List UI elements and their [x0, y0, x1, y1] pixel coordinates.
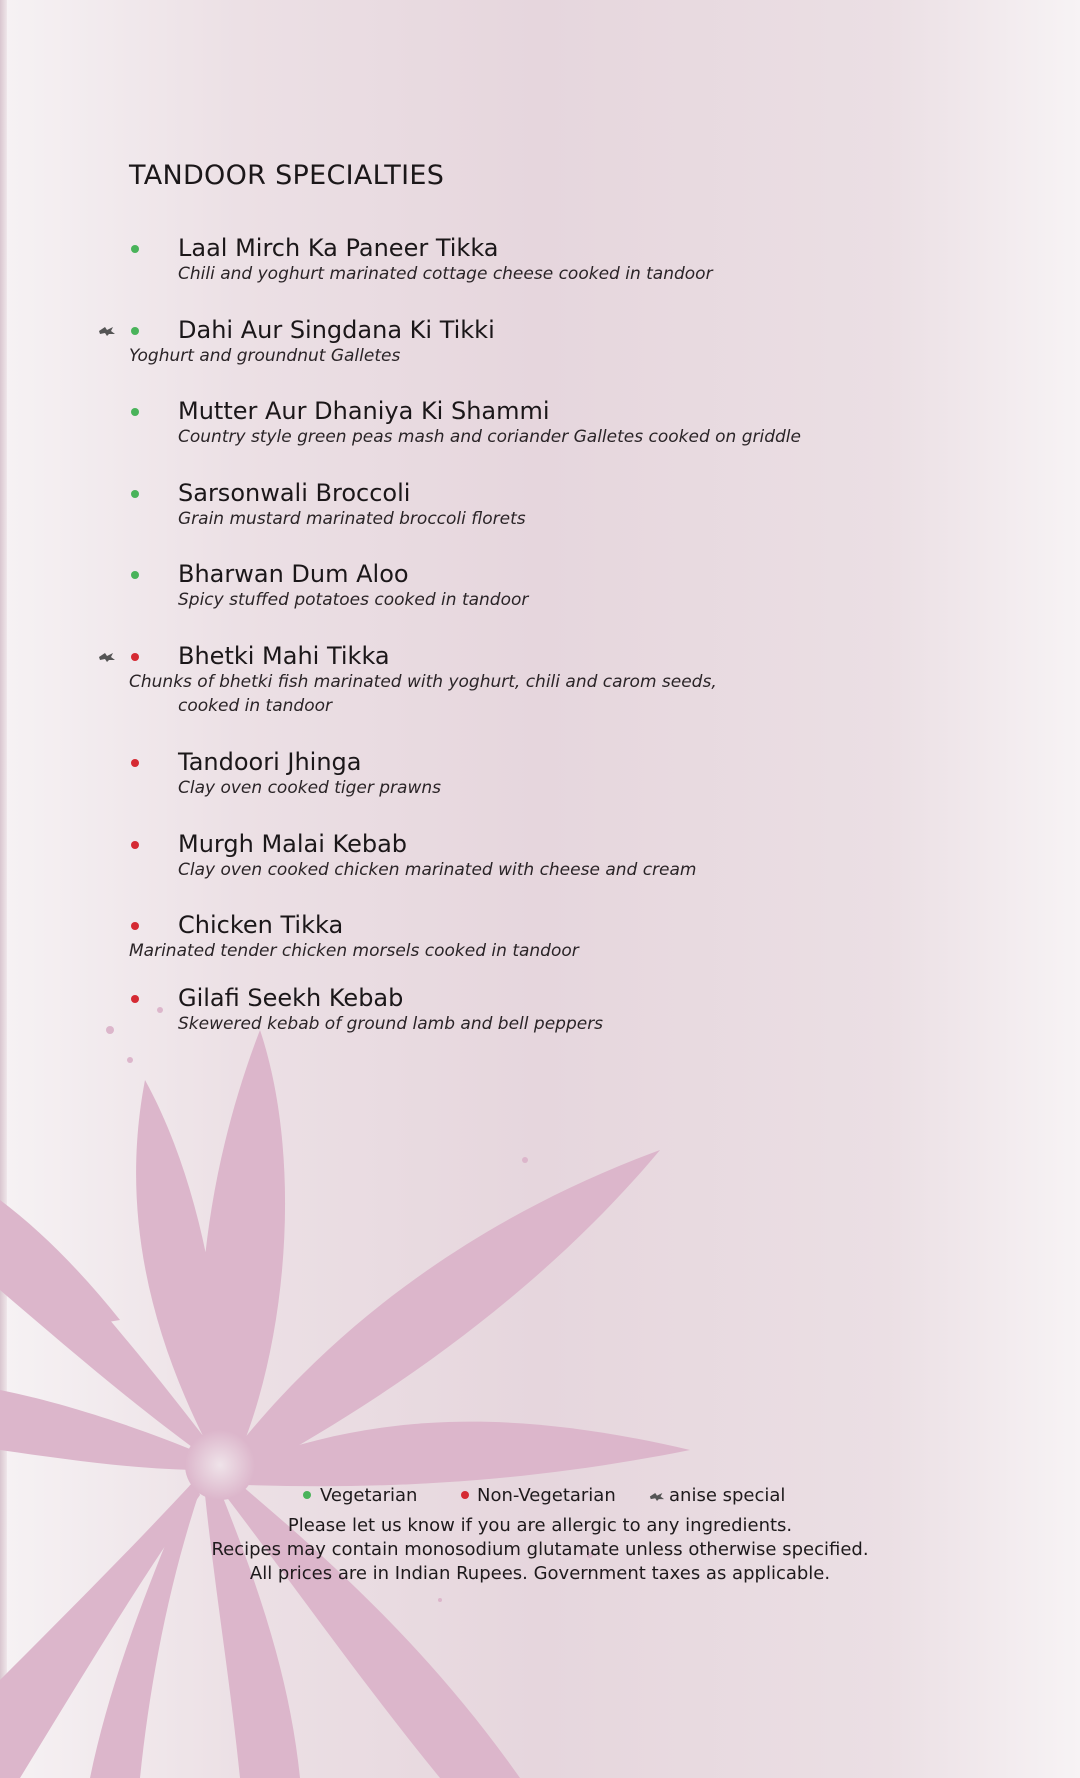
legend-vegetarian: Vegetarian [320, 1485, 418, 1506]
item-description: Yoghurt and groundnut Galletes [129, 346, 401, 366]
green-dot-icon [131, 490, 139, 498]
item-name: Tandoori Jhinga [178, 748, 362, 776]
item-name: Sarsonwali Broccoli [178, 479, 411, 507]
legend-anise-special: anise special [669, 1485, 786, 1506]
item-name: Murgh Malai Kebab [178, 830, 408, 858]
item-description: Grain mustard marinated broccoli florets [178, 509, 526, 529]
item-description: Marinated tender chicken morsels cooked in tandoor [129, 941, 579, 961]
star-anise-icon [98, 651, 116, 663]
red-dot-icon [131, 759, 139, 767]
legend [0, 1484, 1080, 1510]
item-description: Clay oven cooked tiger prawns [178, 778, 441, 798]
item-name: Mutter Aur Dhaniya Ki Shammi [178, 397, 550, 425]
item-name: Laal Mirch Ka Paneer Tikka [178, 234, 499, 262]
red-dot-icon [131, 653, 139, 661]
legend-non-vegetarian: Non-Vegetarian [477, 1485, 616, 1506]
item-description: Chili and yoghurt marinated cottage cheese cooked in tandoor [178, 264, 713, 284]
item-name: Bhetki Mahi Tikka [178, 642, 390, 670]
red-dot-icon [131, 995, 139, 1003]
allergy-note: Please let us know if you are allergic to any ingredients. [287, 1515, 793, 1536]
item-description: Chunks of bhetki fish marinated with yoghurt, chili and carom seeds, [129, 672, 717, 692]
item-description: Spicy stuffed potatoes cooked in tandoor [178, 590, 529, 610]
red-dot-icon [131, 841, 139, 849]
msg-note: Recipes may contain monosodium glutamate unless otherwise specified. [211, 1539, 869, 1560]
section-title: TANDOOR SPECIALTIES [129, 160, 445, 191]
green-dot-icon [131, 245, 139, 253]
green-dot-icon [131, 327, 139, 335]
item-name: Gilafi Seekh Kebab [178, 984, 404, 1012]
item-description: Country style green peas mash and coriander Galletes cooked on griddle [178, 427, 801, 447]
item-description-line2: cooked in tandoor [178, 696, 332, 716]
item-name: Chicken Tikka [178, 911, 344, 939]
price-note: All prices are in Indian Rupees. Government taxes as applicable. [249, 1563, 831, 1584]
item-name: Bharwan Dum Aloo [178, 560, 409, 588]
green-dot-icon [303, 1491, 311, 1499]
item-description: Skewered kebab of ground lamb and bell peppers [178, 1014, 604, 1034]
item-description: Clay oven cooked chicken marinated with cheese and cream [178, 860, 697, 880]
green-dot-icon [131, 408, 139, 416]
green-dot-icon [131, 571, 139, 579]
red-dot-icon [131, 922, 139, 930]
red-dot-icon [461, 1491, 469, 1499]
item-name: Dahi Aur Singdana Ki Tikki [178, 316, 495, 344]
star-anise-icon [649, 1491, 665, 1502]
star-anise-icon [98, 325, 116, 337]
